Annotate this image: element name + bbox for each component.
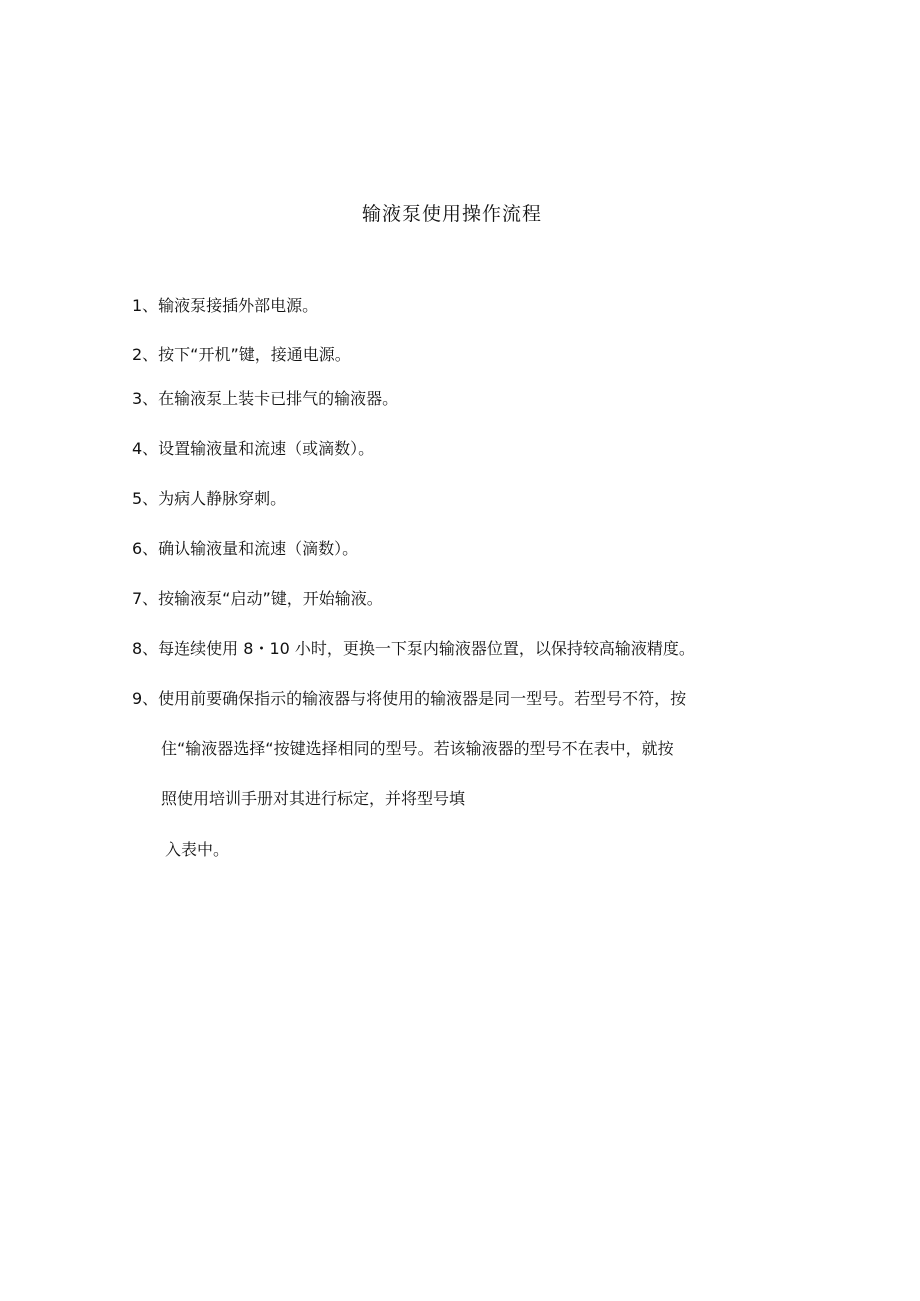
- step-9-continuation-line-2: 照使用培训手册对其进行标定，并将型号填: [161, 789, 466, 808]
- step-8: 8、每连续使用 8・10 小时，更换一下泵内输液器位置，以保持较高输液精度。: [132, 639, 695, 658]
- step-2: 2、按下“开机”键，接通电源。: [132, 345, 351, 364]
- step-9: 9、使用前要确保指示的输液器与将使用的输液器是同一型号。若型号不符，按: [132, 689, 687, 708]
- step-5: 5、为病人静脉穿刺。: [132, 489, 287, 508]
- step-4: 4、设置输液量和流速（或滴数）。: [132, 439, 375, 458]
- step-3: 3、在输液泵上装卡已排气的输液器。: [132, 389, 399, 408]
- step-7: 7、按输液泵“启动”键，开始输液。: [132, 589, 383, 608]
- step-1: 1、输液泵接插外部电源。: [132, 296, 319, 315]
- step-9-continuation-line-3: 入表中。: [165, 840, 230, 859]
- document-title: 输液泵使用操作流程: [361, 203, 542, 225]
- step-9-continuation-line-1: 住“输液器选择“按键选择相同的型号。若该输液器的型号不在表中，就按: [161, 739, 674, 758]
- step-6: 6、确认输液量和流速（滴数）。: [132, 539, 359, 558]
